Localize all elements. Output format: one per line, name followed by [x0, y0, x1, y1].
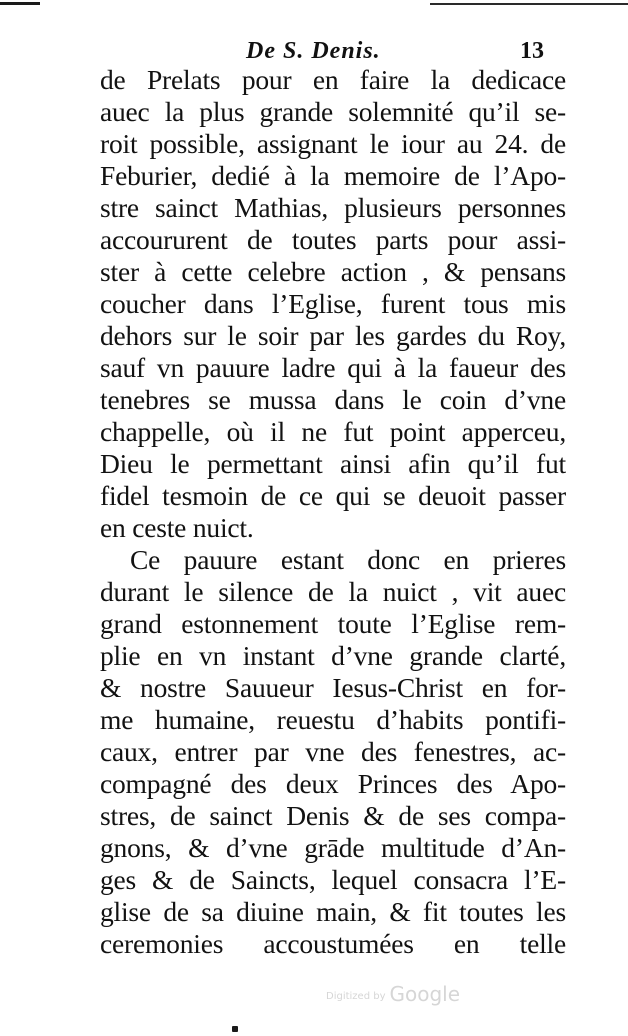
text-line: dehors sur le soir par les gardes du Roy,: [100, 320, 566, 351]
text-line: durant le silence de la nuict , vit auec: [100, 576, 566, 607]
text-line: en ceste nuict.: [100, 512, 254, 543]
text-line: sauf vn pauure ladre qui à la faueur des: [100, 352, 566, 383]
watermark-prefix: Digitized by: [326, 991, 386, 1002]
digitization-watermark: [326, 982, 460, 1006]
running-title: De S. Denis.: [246, 38, 381, 64]
text-line: chappelle, où il ne fut point apperceu,: [100, 416, 566, 447]
watermark-brand: Google: [389, 982, 461, 1006]
text-line: gnons, & d’vne grāde multitude d’An-: [100, 832, 566, 863]
text-line: accoururent de toutes parts pour assi-: [100, 224, 566, 255]
text-line: stre sainct Mathias, plusieurs personnes: [100, 192, 566, 223]
text-line: compagné des deux Princes des Apo-: [100, 768, 566, 799]
text-line: me humaine, reuestu d’habits pontifi-: [100, 704, 566, 735]
text-line: fidel tesmoin de ce qui se deuoit passer: [100, 480, 566, 511]
text-line: Feburier, dedié à la memoire de l’Apo-: [100, 160, 566, 191]
body-text: [100, 64, 566, 960]
ink-speck: [232, 1026, 238, 1032]
text-line: plie en vn instant d’vne grande clarté,: [100, 640, 566, 671]
text-line: de Prelats pour en faire la dedicace: [100, 64, 566, 95]
text-line: roit possible, assignant le iour au 24. de: [100, 128, 566, 159]
text-line: auec la plus grande solemnité qu’il se-: [100, 96, 566, 127]
text-line: grand estonnement toute l’Eglise rem-: [100, 608, 566, 639]
text-line: ceremonies accoustumées en telle: [100, 928, 566, 959]
text-line: ges & de Saincts, lequel consacra l’E-: [100, 864, 566, 895]
text-line: Dieu le permettant ainsi afin qu’il fut: [100, 448, 566, 479]
page-edge-rule: [0, 0, 628, 8]
text-line: caux, entrer par vne des fenestres, ac-: [100, 736, 566, 767]
text-line: & nostre Sauueur Iesus-Christ en for-: [100, 672, 566, 703]
page-number: 13: [520, 38, 544, 64]
text-line: coucher dans l’Eglise, furent tous mis: [100, 288, 566, 319]
text-line: glise de sa diuine main, & fit toutes les: [100, 896, 566, 927]
text-line: stres, de sainct Denis & de ses compa-: [100, 800, 566, 831]
text-line: ster à cette celebre action , & pensans: [100, 256, 566, 287]
paragraph-first-line: Ce pauure estant donc en prieres: [130, 544, 566, 575]
text-line: tenebres se mussa dans le coin d’vne: [100, 384, 566, 415]
